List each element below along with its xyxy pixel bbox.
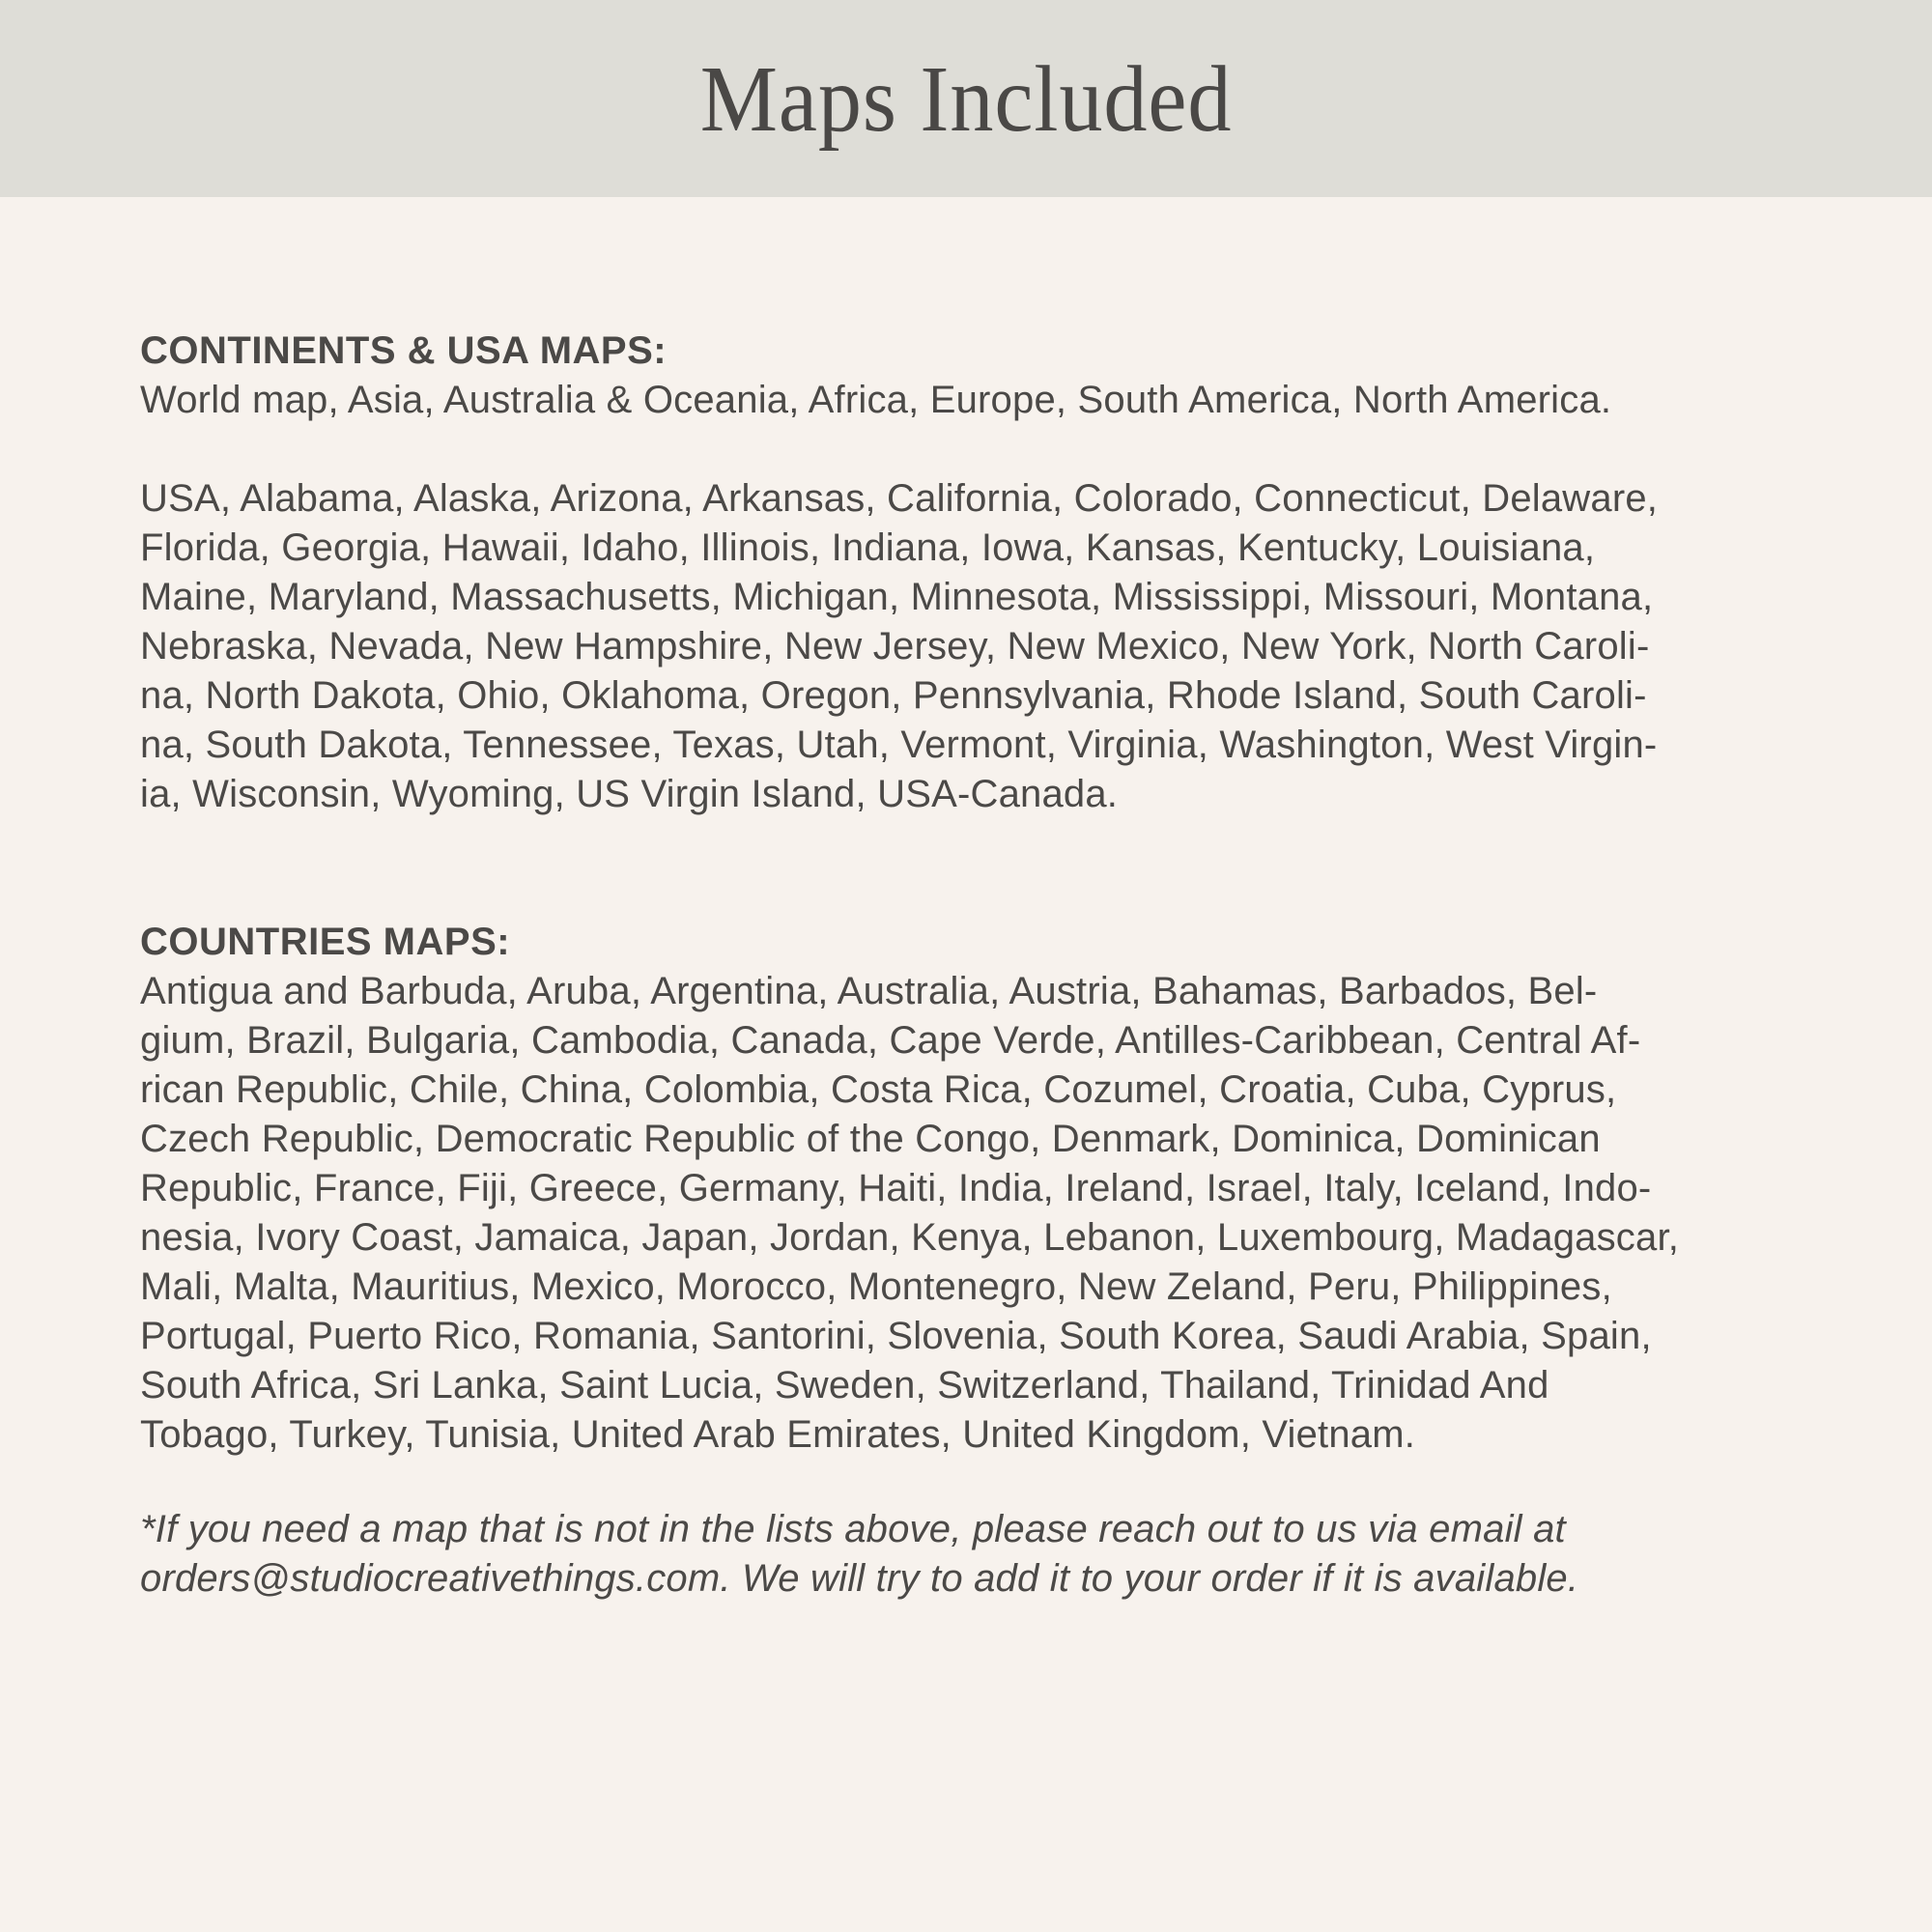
text-line: Antigua and Barbuda, Aruba, Argentina, Australia, Austria, Bahamas, Barbados, Bel-	[140, 970, 1598, 1012]
countries-list	[140, 967, 1806, 1460]
text-line: orders@studiocreativethings.com. We will try to add it to your order if it is available.	[140, 1557, 1579, 1600]
text-line: na, North Dakota, Ohio, Oklahoma, Oregon, Pennsylvania, Rhode Island, South Caroli-	[140, 674, 1647, 717]
text-line: Florida, Georgia, Hawaii, Idaho, Illinois, Indiana, Iowa, Kansas, Kentucky, Louisiana,	[140, 526, 1596, 569]
text-line: nesia, Ivory Coast, Jamaica, Japan, Jordan, Kenya, Lebanon, Luxembourg, Madagascar,	[140, 1216, 1680, 1259]
text-line: Portugal, Puerto Rico, Romania, Santorini, Slovenia, South Korea, Saudi Arabia, Spain,	[140, 1315, 1652, 1357]
text-line: Tobago, Turkey, Tunisia, United Arab Emirates, United Kingdom, Vietnam.	[140, 1413, 1416, 1456]
usa-states-list	[140, 474, 1806, 819]
page-title: Maps Included	[699, 46, 1233, 151]
text-line: na, South Dakota, Tennessee, Texas, Utah, Vermont, Virginia, Washington, West Virgin-	[140, 724, 1658, 766]
text-line: Republic, France, Fiji, Greece, Germany, Haiti, India, Ireland, Israel, Italy, Iceland, Indo-	[140, 1167, 1652, 1209]
section-heading-continents-usa: CONTINENTS & USA MAPS:	[140, 329, 668, 372]
text-line: Czech Republic, Democratic Republic of the Congo, Denmark, Dominica, Dominican	[140, 1118, 1601, 1160]
text-line: Nebraska, Nevada, New Hampshire, New Jersey, New Mexico, New York, North Caroli-	[140, 625, 1650, 668]
text-line: South Africa, Sri Lanka, Saint Lucia, Sweden, Switzerland, Thailand, Trinidad And	[140, 1364, 1549, 1406]
content-area	[0, 327, 1932, 1604]
text-line: USA, Alabama, Alaska, Arizona, Arkansas, California, Colorado, Connecticut, Delaware,	[140, 477, 1659, 520]
text-line: Mali, Malta, Mauritius, Mexico, Morocco, Montenegro, New Zeland, Peru, Philippines,	[140, 1265, 1612, 1308]
text-line: ia, Wisconsin, Wyoming, US Virgin Island, USA-Canada.	[140, 773, 1119, 815]
text-line: *If you need a map that is not in the lists above, please reach out to us via email at	[140, 1508, 1566, 1550]
section-heading-countries: COUNTRIES MAPS:	[140, 921, 511, 963]
header-banner	[0, 0, 1932, 197]
text-line: Maine, Maryland, Massachusetts, Michigan, Minnesota, Mississippi, Missouri, Montana,	[140, 576, 1654, 618]
text-line: rican Republic, Chile, China, Colombia, Costa Rica, Cozumel, Croatia, Cuba, Cyprus,	[140, 1068, 1617, 1111]
continents-list	[140, 376, 1806, 425]
text-line: World map, Asia, Australia & Oceania, Africa, Europe, South America, North America.	[140, 379, 1612, 421]
footnote	[140, 1505, 1806, 1604]
text-line: gium, Brazil, Bulgaria, Cambodia, Canada, Cape Verde, Antilles-Caribbean, Central Af-	[140, 1019, 1641, 1062]
